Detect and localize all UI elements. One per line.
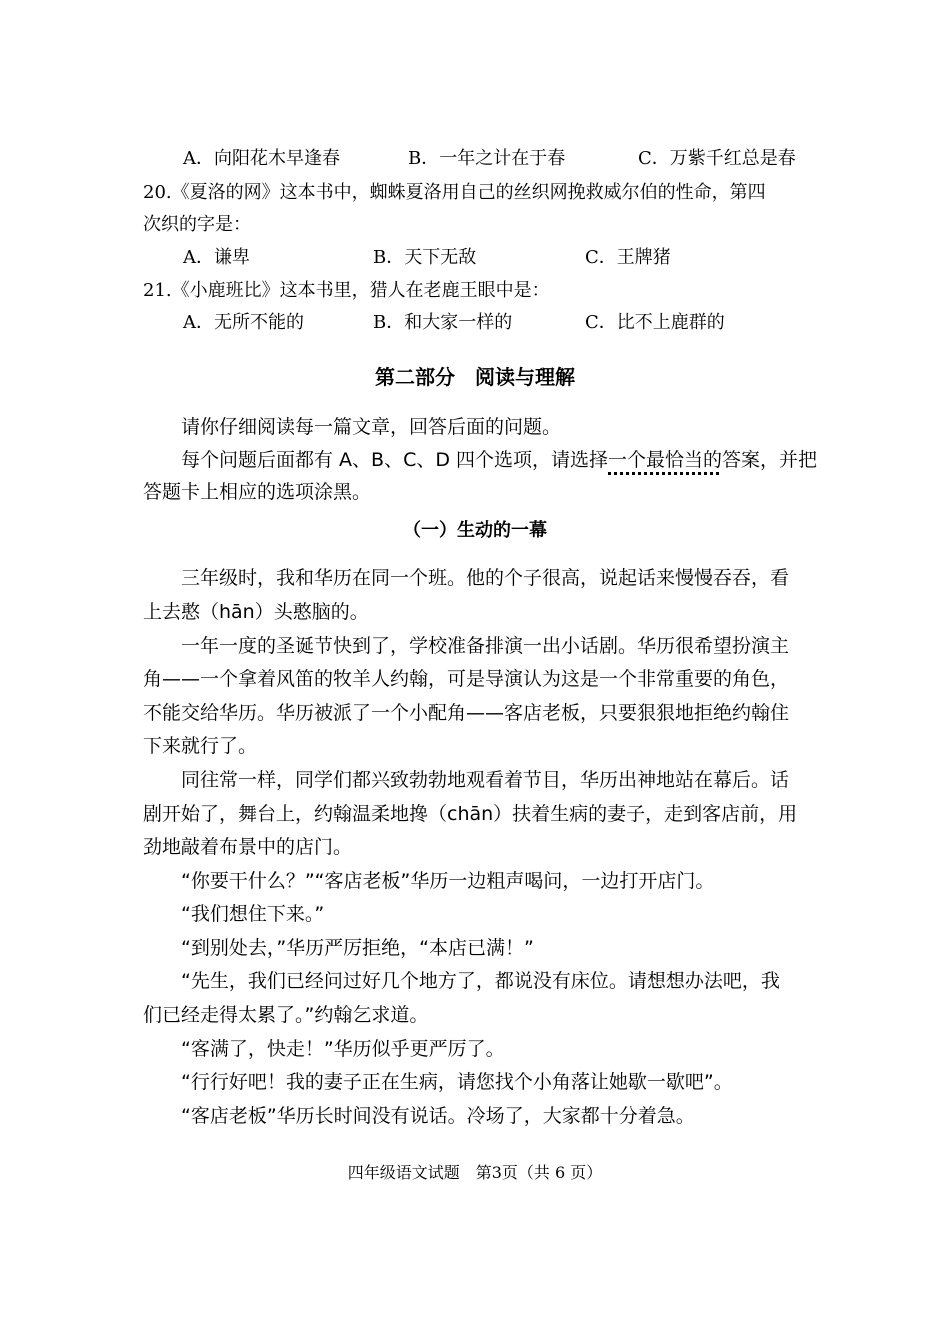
instruction-line2-post: 答案，并把 — [722, 449, 818, 471]
passage-line: 角——一个拿着风笛的牧羊人约翰，可是导演认为这是一个非常重要的角色， — [143, 668, 790, 690]
instruction-line3: 答题卡上相应的选项涂黑。 — [143, 481, 372, 503]
q19-option-c: C．万紫千红总是春 — [638, 148, 796, 169]
passage-line: “客店老板”华历长时间没有说话。冷场了，大家都十分着急。 — [181, 1105, 695, 1127]
passage-line: 同往常一样，同学们都兴致勃勃地观看着节目，华历出神地站在幕后。话 — [181, 769, 790, 791]
passage-line: “你要干什么？”“客店老板”华历一边粗声喝问，一边打开店门。 — [181, 870, 715, 892]
q21-options — [0, 314, 950, 334]
passage-line: 上去憨（hān）头憨脑的。 — [143, 601, 369, 623]
q20-option-b: B．天下无敌 — [373, 247, 477, 268]
q20-option-c: C．王牌猪 — [585, 247, 671, 268]
q19-option-b: B．一年之计在于春 — [408, 148, 566, 169]
q21-option-b: B．和大家一样的 — [373, 312, 513, 333]
passage-line: “客满了，快走！”华历似乎更严厉了。 — [181, 1038, 505, 1060]
q20-option-a: A．谦卑 — [183, 247, 250, 268]
page-footer: 四年级语文试题 第3页（共 6 页） — [347, 1163, 603, 1182]
instruction-emphasis: 一个最恰当的 — [608, 449, 723, 471]
instruction-line2 — [181, 451, 817, 470]
passage-line: 们已经走得太累了。”约翰乞求道。 — [143, 1004, 429, 1026]
q21-option-a: A．无所不能的 — [183, 312, 304, 333]
passage-line: 剧开始了，舞台上，约翰温柔地搀（chān）扶着生病的妻子，走到客店前，用 — [143, 803, 798, 825]
q21-option-c: C．比不上鹿群的 — [585, 312, 725, 333]
passage-line: “先生，我们已经问过好几个地方了，都说没有床位。请想想办法吧，我 — [181, 970, 780, 992]
passage-line: 不能交给华历。华历被派了一个小配角——客店老板，只要狠狠地拒绝约翰住 — [143, 702, 790, 724]
instruction-line1: 请你仔细阅读每一篇文章，回答后面的问题。 — [181, 416, 562, 438]
passage-title: （一）生动的一幕 — [403, 520, 547, 541]
q21-stem: 21.《小鹿班比》这本书里，猎人在老鹿王眼中是： — [143, 280, 550, 301]
passage-line: 下来就行了。 — [143, 735, 258, 757]
q19-option-a: A．向阳花木早逢春 — [183, 148, 340, 169]
passage-line: 劲地敲着布景中的店门。 — [143, 836, 353, 858]
q20-stem-line1: 20.《夏洛的网》这本书中，蜘蛛夏洛用自己的丝织网挽救威尔伯的性命，第四 — [143, 182, 766, 203]
passage-line: 一年一度的圣诞节快到了，学校准备排演一出小话剧。华历很希望扮演主 — [181, 635, 790, 657]
instruction-line2-pre: 每个问题后面都有 A、B、C、D 四个选项，请选择 — [181, 449, 609, 471]
passage-line: “到别处去，”华历严厉拒绝，“本店已满！” — [181, 937, 534, 959]
passage-line: 三年级时，我和华历在同一个班。他的个子很高，说起话来慢慢吞吞，看 — [181, 567, 790, 589]
q20-stem-line2: 次织的字是： — [143, 214, 251, 235]
q20-options — [0, 249, 950, 269]
q19-options — [0, 150, 950, 170]
section-title: 第二部分 阅读与理解 — [375, 365, 575, 389]
passage-line: “我们想住下来。” — [181, 903, 325, 925]
passage-line: “行行好吧！我的妻子正在生病，请您找个小角落让她歇一歇吧”。 — [181, 1071, 733, 1093]
